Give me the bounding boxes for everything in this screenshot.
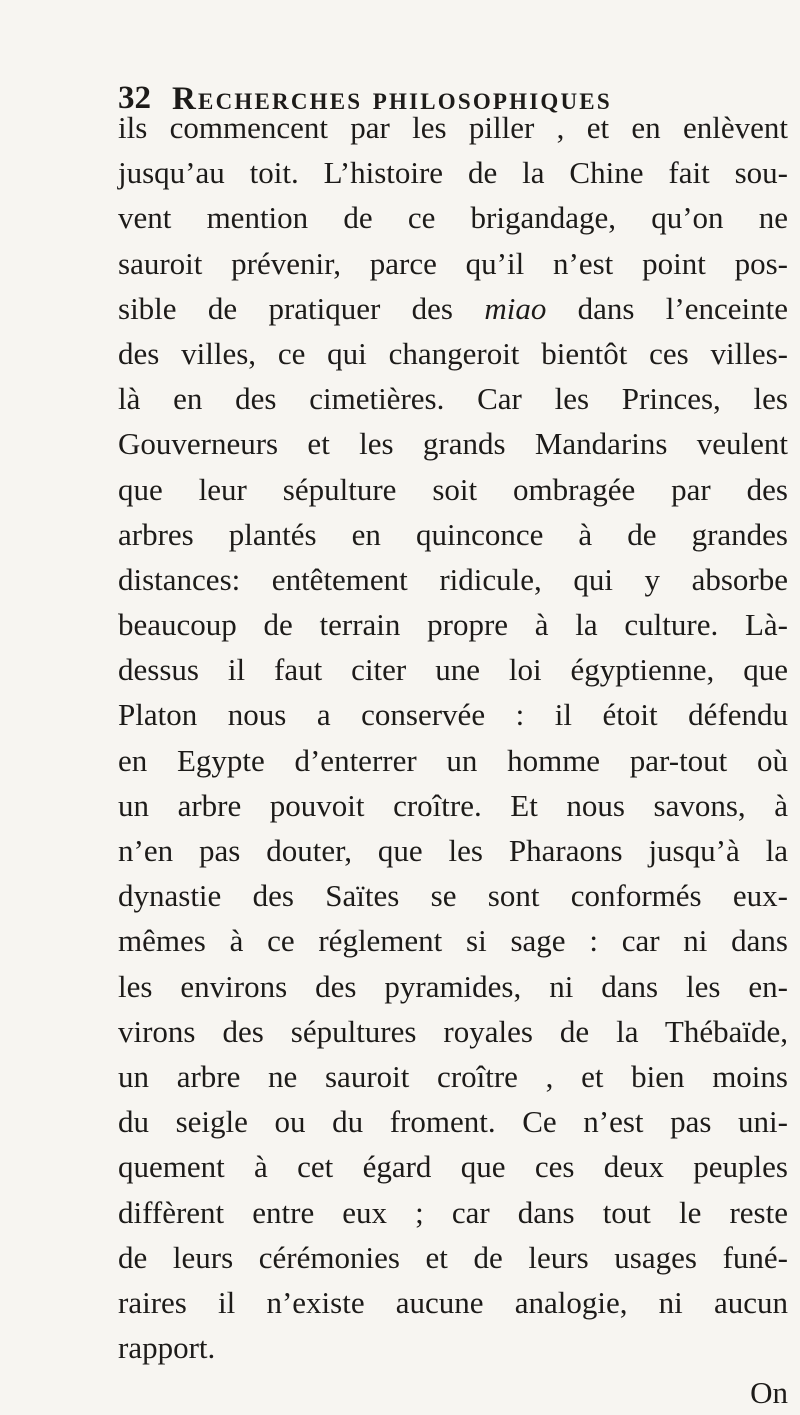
text-line: les environs des pyramides, ni dans les en- xyxy=(118,968,788,1004)
text-line: dessus il faut citer une loi égyptienne, que xyxy=(118,652,788,688)
text-segment: dans l’enceinte xyxy=(577,290,789,326)
text-line: mêmes à ce réglement si sage : car ni dans xyxy=(118,923,788,959)
catchword: On xyxy=(750,1375,788,1411)
running-head: Recherches philosophiques xyxy=(172,81,612,117)
text-segment: sible de pratiquer des xyxy=(118,290,453,326)
text-line: diffèrent entre eux ; car dans tout le reste xyxy=(118,1194,788,1230)
text-line: vent mention de ce brigandage, qu’on ne xyxy=(118,200,788,236)
body-text xyxy=(118,105,788,1415)
text-line: de leurs cérémonies et de leurs usages funé- xyxy=(118,1239,788,1275)
text-line: là en des cimetières. Car les Princes, les xyxy=(118,381,788,417)
text-line: Platon nous a conservée : il étoit défendu xyxy=(118,697,788,733)
text-line: des villes, ce qui changeroit bientôt ces villes- xyxy=(118,335,788,371)
italic-term: miao xyxy=(484,290,547,326)
text-line: raires il n’existe aucune analogie, ni aucun xyxy=(118,1284,788,1320)
text-line: en Egypte d’enterrer un homme par-tout où xyxy=(118,742,788,778)
text-line: que leur sépulture soit ombragée par des xyxy=(118,471,788,507)
text-line: dynastie des Saïtes se sont conformés eux- xyxy=(118,878,788,914)
text-line: distances: entêtement ridicule, qui y absorbe xyxy=(118,561,788,597)
text-line: quement à cet égard que ces deux peuples xyxy=(118,1149,788,1185)
text-line: sauroit prévenir, parce qu’il n’est point pos- xyxy=(118,245,788,281)
text-line-with-italic xyxy=(118,286,788,331)
text-line: du seigle ou du froment. Ce n’est pas uni- xyxy=(118,1104,788,1140)
text-line: jusqu’au toit. L’histoire de la Chine fait sou- xyxy=(118,155,788,191)
text-line: Gouverneurs et les grands Mandarins veulent xyxy=(118,426,788,462)
text-line: ils commencent par les piller , et en enlèvent xyxy=(118,110,788,145)
text-line: un arbre pouvoit croître. Et nous savons, à xyxy=(118,787,788,823)
page-number: 32 xyxy=(118,80,151,116)
text-line: un arbre ne sauroit croître , et bien moins xyxy=(118,1058,788,1094)
text-line: n’en pas douter, que les Pharaons jusqu’à la xyxy=(118,833,788,868)
text-line: virons des sépultures royales de la Thébaïde, xyxy=(118,1013,788,1049)
text-line: arbres plantés en quinconce à de grandes xyxy=(118,516,788,552)
text-line: rapport. xyxy=(118,1330,216,1366)
text-line: beaucoup de terrain propre à la culture. Là- xyxy=(118,607,788,643)
